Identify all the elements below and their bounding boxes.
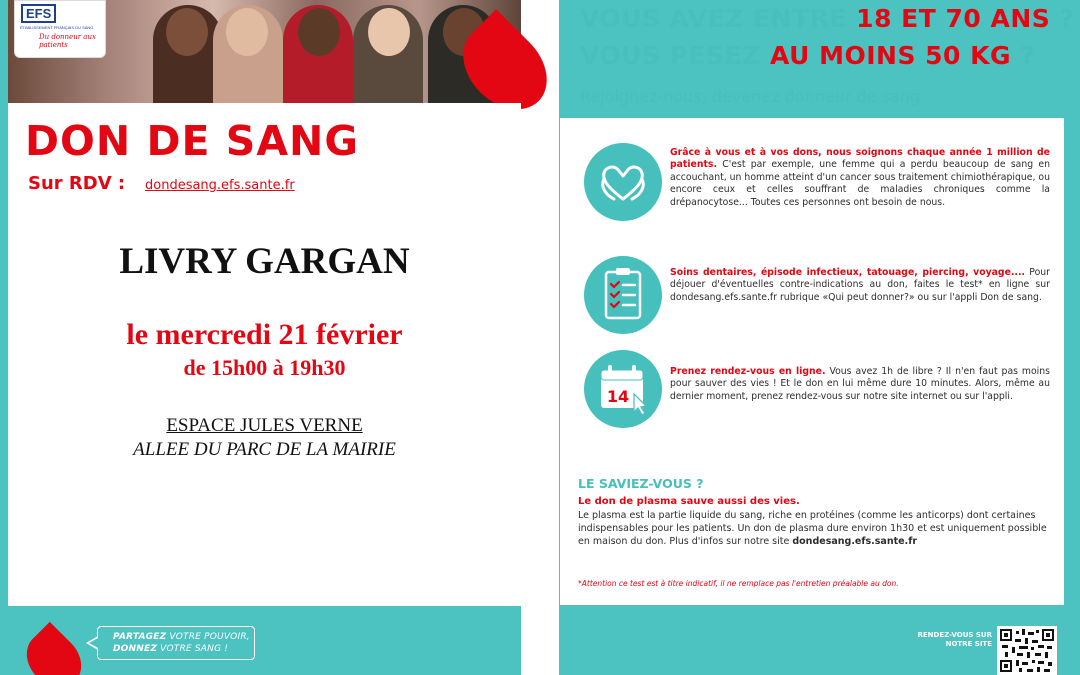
info-block-appointment: [670, 366, 1050, 403]
slogan-line-2-bold: DONNEZ: [113, 644, 158, 654]
efs-tagline: Du donneur aux patients: [39, 33, 96, 49]
efs-brand: EFS: [21, 4, 56, 23]
headline-age: [580, 4, 1075, 33]
calendar-day: 14: [606, 387, 630, 406]
info-block-lead: Soins dentaires, épisode infectieux, tatouage, piercing, voyage....: [670, 267, 1026, 278]
event-hours: de 15h00 à 19h30: [183, 355, 346, 380]
headline-weight: [580, 41, 1035, 70]
slogan-line-1-rest: VOTRE POUVOIR,: [166, 632, 250, 642]
info-block-test: [670, 267, 1050, 304]
event-address: ALLEE DU PARC DE LA MAIRIE: [133, 439, 396, 460]
info-block-patients: [670, 147, 1050, 209]
headline-weight-prefix: VOUS PESEZ: [580, 41, 770, 70]
calendar-icon: [584, 350, 662, 428]
info-block-body: Pour déjouer d'éventuelles contre-indications au don, faites le test* en ligne sur dondesang.efs.sante.fr rubrique «Qui peut donner?» ou sur l'appli Don de sang.: [670, 267, 1050, 303]
info-block-lead: Grâce à vous et à vos dons, nous soignons chaque année 1 million de patients.: [670, 147, 1050, 171]
visit-site-label: RENDEZ-VOUS SUR NOTRE SITE: [917, 631, 992, 648]
photo-head: [166, 8, 208, 56]
qr-code-icon[interactable]: [997, 626, 1057, 675]
did-you-know-link[interactable]: dondesang.efs.sante.fr: [792, 536, 918, 547]
event-city: LIVRY GARGAN: [119, 241, 410, 282]
checklist-icon: [584, 256, 662, 334]
efs-logo-icon: [14, 0, 106, 58]
headline-age-suffix: ?: [1050, 4, 1075, 33]
poster-title: DON DE SANG: [25, 117, 360, 165]
info-block-lead: Prenez rendez-vous en ligne.: [670, 366, 826, 377]
speech-pointer-inner: [89, 638, 98, 648]
did-you-know-title: LE SAVIEZ-VOUS ?: [578, 476, 704, 491]
headline-weight-value: AU MOINS 50 KG: [770, 41, 1012, 70]
slogan-line-1: [113, 632, 250, 642]
headline-weight-suffix: ?: [1011, 41, 1036, 70]
event-venue: ESPACE JULES VERNE: [166, 415, 363, 436]
did-you-know-text: Le plasma est la partie liquide du sang, riche en protéines (comme les anticorps) dont certaines indispensables pour les patients. Un don de plasma dure environ 1h30 et est uniquement possible en maison du don. Plus d'infos sur notre site: [578, 510, 1047, 547]
headline-age-prefix: VOUS AVEZ ENTRE: [580, 4, 857, 33]
join-subline: Rejoignez-nous, devenez donneur de sang.: [580, 87, 926, 106]
info-block-body: C'est par exemple, une femme qui a perdu beaucoup de sang en accouchant, un homme atteint d'un cancer sous traitement chimiothérapique, ou encore ceux et celles souffrant de maladies chroniques comme la drépanocytose... Toutes ces personnes ont besoin de nous.: [670, 159, 1050, 208]
rdv-link[interactable]: dondesang.efs.sante.fr: [145, 178, 295, 193]
did-you-know-lead: Le don de plasma sauve aussi des vies.: [578, 496, 800, 507]
info-block-body: Vous avez 1h de libre ? Il n'en faut pas moins pour sauver des vies ! Et le don en lui même dure 10 minutes. Alors, même au dernier moment, prenez rendez-vous sur notre site internet ou sur l'appli.: [670, 366, 1050, 402]
slogan-line-1-bold: PARTAGEZ: [113, 632, 167, 642]
event-date: le mercredi 21 février: [126, 318, 403, 351]
test-footnote: *Attention ce test est à titre indicatif, il ne remplace pas l'entretien préalable au don.: [578, 579, 899, 588]
slogan-line-2: [113, 644, 228, 654]
rdv-label: Sur RDV :: [28, 173, 126, 194]
headline-age-value: 18 ET 70 ANS: [856, 4, 1051, 33]
hands-heart-icon: [584, 143, 662, 221]
photo-head: [226, 8, 268, 56]
photo-head: [368, 8, 410, 56]
did-you-know-body: [578, 509, 1048, 548]
efs-org-name: ÉTABLISSEMENT FRANÇAIS DU SANG: [20, 25, 94, 30]
slogan-line-2-rest: VOTRE SANG !: [157, 644, 229, 654]
photo-head: [298, 8, 340, 56]
